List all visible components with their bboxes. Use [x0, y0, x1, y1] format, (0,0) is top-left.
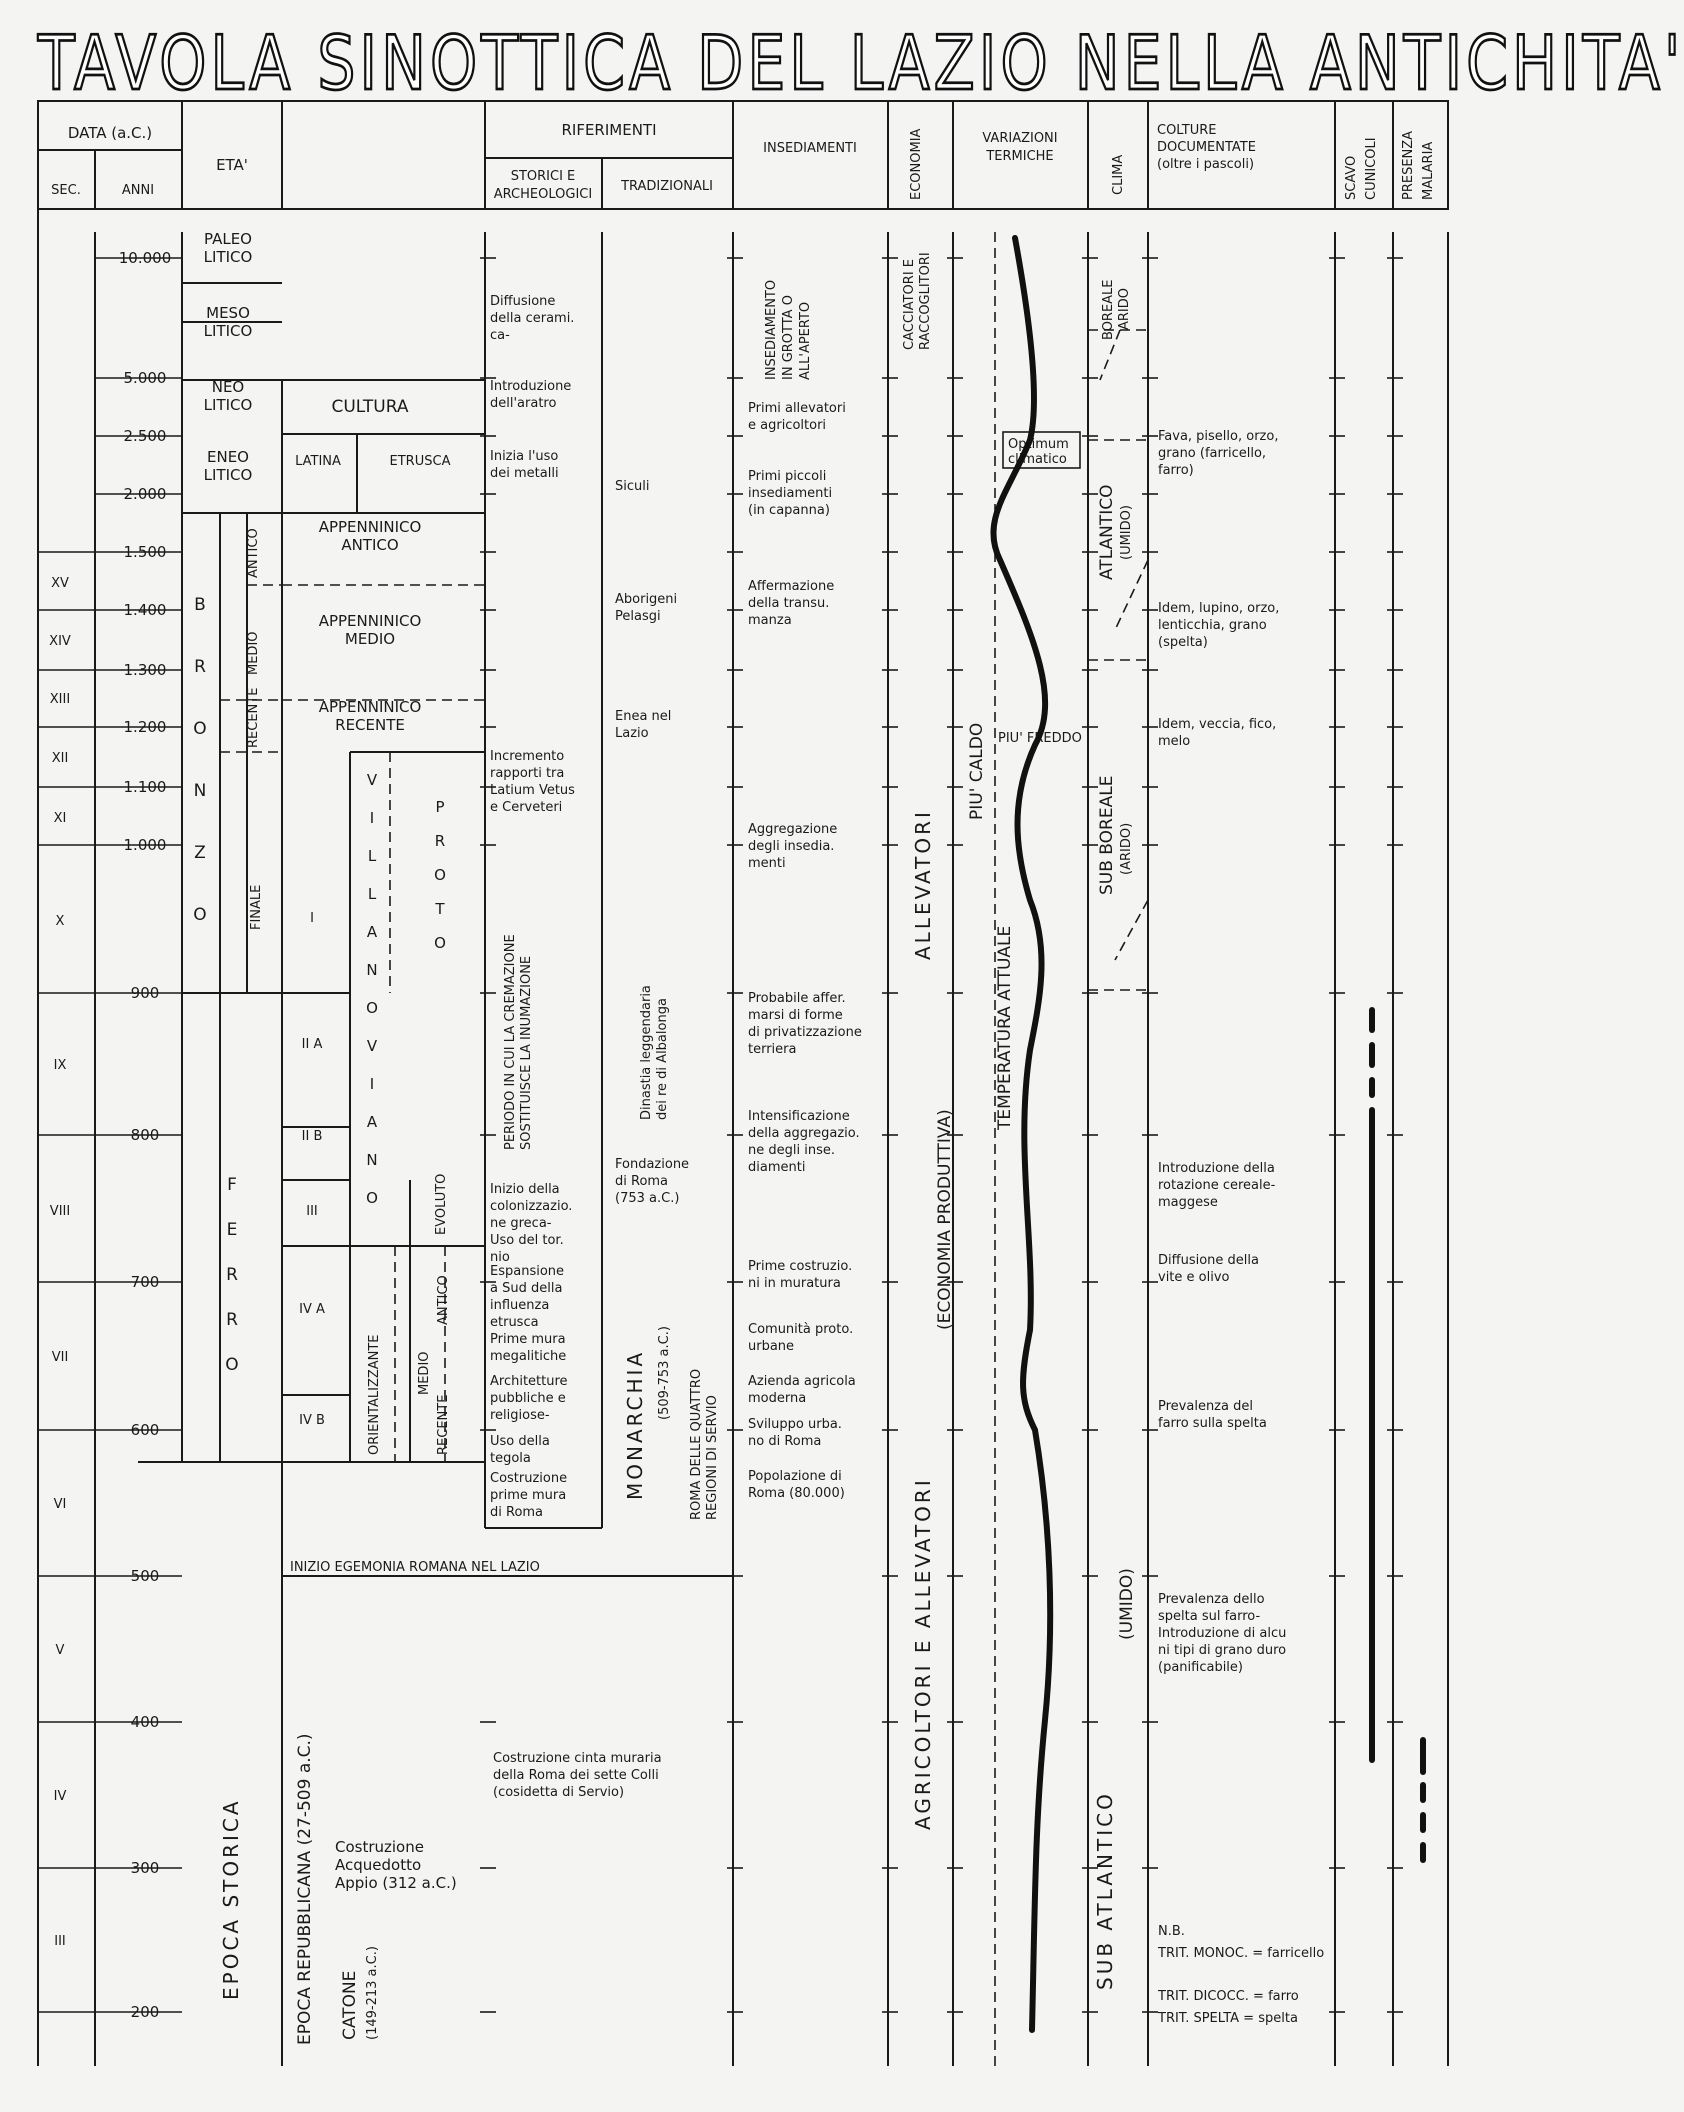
insediamento-entry: urbane: [748, 1339, 795, 1354]
header-colture: DOCUMENTATE: [1157, 140, 1256, 155]
storico-entry: a Sud della: [490, 1281, 563, 1296]
dashed-rows: [220, 232, 1148, 2066]
year-label: 400: [130, 1713, 160, 1731]
year-label: 700: [130, 1273, 160, 1291]
eta-villanoviano: N: [366, 1151, 378, 1169]
storico-entry: Incremento: [490, 749, 565, 764]
storico-entry: dei metalli: [490, 466, 559, 481]
eta-ferro: E: [226, 1220, 238, 1240]
coltura-entry: spelta sul farro-: [1158, 1609, 1261, 1624]
header-clima: CLIMA: [1111, 154, 1126, 195]
insediamento-entry: Roma (80.000): [748, 1486, 845, 1501]
century-label: XIV: [49, 634, 71, 649]
insediamento-entry: Prime costruzio.: [748, 1259, 853, 1274]
eta-appenninico-recente: APPENNINICO: [318, 698, 422, 716]
year-label: 500: [130, 1567, 160, 1585]
insediamento-entry: Aggregazione: [748, 822, 838, 837]
storico-entry: dell'aratro: [490, 396, 557, 411]
piu-caldo: PIU' CALDO: [967, 722, 987, 820]
eta-villanoviano: O: [366, 999, 378, 1017]
eta-villanoviano: O: [366, 1189, 378, 1207]
insediamento-entry: manza: [748, 613, 792, 628]
coltura-entry: N.B.: [1158, 1924, 1185, 1939]
presence-bars: [1372, 1010, 1423, 1860]
header-box: [38, 101, 1448, 209]
tradizionale-entry: Enea nel: [615, 709, 672, 724]
clima-boreale: ARIDO: [1117, 287, 1132, 330]
eta-villanoviano: I: [369, 1075, 375, 1093]
coltura-entry: farro sulla spelta: [1158, 1416, 1267, 1431]
header-colture: (oltre i pascoli): [1157, 157, 1255, 172]
eta-ferro: R: [226, 1310, 238, 1330]
eta-neolitico: LITICO: [203, 396, 253, 414]
storico-entry: Architetture: [490, 1374, 568, 1389]
year-label: 300: [130, 1859, 160, 1877]
storico-entry: Latium Vetus: [490, 783, 575, 798]
storico-entry: Costruzione: [490, 1471, 568, 1486]
header-variazioni: VARIAZIONI: [982, 131, 1058, 146]
eta-bronzo-finale: FINALE: [249, 884, 264, 930]
insediamento-entry: ni in muratura: [748, 1276, 841, 1291]
coltura-entry: Fava, pisello, orzo,: [1158, 429, 1279, 444]
eta-bronzo: B: [194, 595, 206, 615]
temperature-curve: [993, 238, 1050, 2030]
storico-entry: influenza: [490, 1298, 550, 1313]
year-label: 1.500: [123, 543, 167, 561]
page-title: TAVOLA SINOTTICA DEL LAZIO NELLA ANTICHITA': [38, 20, 1684, 108]
eta-mesolitico: MESO: [206, 304, 250, 322]
eta-paleolitico: PALEO: [204, 230, 252, 248]
eta-ferro: O: [225, 1355, 239, 1375]
coltura-entry: vite e olivo: [1158, 1270, 1230, 1285]
storico-entry: ne greca-: [490, 1216, 552, 1231]
storico-entry: tegola: [490, 1451, 531, 1466]
clima-boreale: BOREALE: [1101, 279, 1116, 340]
insediamento-entry: della transu.: [748, 596, 830, 611]
eta-villanoviano: L: [367, 847, 377, 865]
eta-antico: ANTICO: [436, 1275, 451, 1325]
eta-evoluto: EVOLUTO: [434, 1173, 449, 1235]
piu-freddo: PIU' FREDDO: [998, 731, 1082, 746]
eta-appenninico-antico: APPENNINICO: [318, 518, 422, 536]
insediamento-entry: insediamenti: [748, 486, 833, 501]
year-label: 1.100: [123, 778, 167, 796]
storico-entry: Prime mura: [490, 1332, 566, 1347]
coltura-entry: Idem, veccia, fico,: [1158, 717, 1277, 732]
insediamento-grotta: IN GROTTA O: [781, 295, 796, 380]
eta-villanoviano: A: [366, 923, 378, 941]
insediamento-entry: della aggregazio.: [748, 1126, 860, 1141]
monarchia: MONARCHIA: [623, 1349, 647, 1500]
header-riferimenti: RIFERIMENTI: [561, 121, 657, 139]
century-label: VII: [51, 1350, 69, 1365]
storico-entry: colonizzazio.: [490, 1199, 573, 1214]
eta-bronzo-medio: MEDIO: [246, 631, 261, 675]
eta-orientalizzante: ORIENTALIZZANTE: [367, 1334, 382, 1455]
eta-etrusca: ETRUSCA: [389, 454, 451, 469]
coltura-entry: rotazione cereale-: [1158, 1178, 1276, 1193]
insediamento-entry: Popolazione di: [748, 1469, 842, 1484]
eta-appenninico-medio: MEDIO: [344, 630, 396, 648]
tradizionale-entry: Siculi: [615, 479, 650, 494]
insediamento-entry: Affermazione: [748, 579, 835, 594]
header-tradizionali: TRADIZIONALI: [621, 179, 713, 194]
eta-villanoviano: A: [366, 1113, 378, 1131]
eta-proto: T: [435, 900, 445, 918]
phase-label: I: [310, 911, 314, 926]
clima-subatlantico: SUB ATLANTICO: [1093, 1791, 1117, 1990]
insediamento-entry: Probabile affer.: [748, 991, 846, 1006]
insediamento-entry: Azienda agricola: [748, 1374, 856, 1389]
storico-entry: rapporti tra: [490, 766, 565, 781]
header-scavo: SCAVO: [1344, 155, 1359, 200]
insediamento-entry: Primi allevatori: [748, 401, 846, 416]
optimum-climatico: Optimum: [1008, 437, 1069, 452]
year-label: 800: [130, 1126, 160, 1144]
dinastia: dei re di Albalonga: [655, 998, 670, 1120]
storico-entry: prime mura: [490, 1488, 567, 1503]
coltura-entry: Introduzione di alcu: [1158, 1626, 1287, 1641]
eta-villanoviano: L: [367, 885, 377, 903]
year-label: 600: [130, 1421, 160, 1439]
century-label: IX: [53, 1058, 67, 1073]
header-insediamenti: INSEDIAMENTI: [763, 141, 857, 156]
optimum-climatico: climatico: [1008, 452, 1067, 467]
periodo-cremazione: PERIODO IN CUI LA CREMAZIONE: [503, 934, 518, 1150]
year-label: 1.400: [123, 601, 167, 619]
clima-subboreale: (ARIDO): [1119, 822, 1134, 875]
axis-ticks: [38, 258, 1403, 2012]
century-label: VI: [53, 1497, 67, 1512]
quattro-regioni: ROMA DELLE QUATTRO: [689, 1368, 704, 1520]
insediamento-entry: (in capanna): [748, 503, 830, 518]
eta-villanoviano: N: [366, 961, 378, 979]
century-label: XII: [51, 751, 69, 766]
clima-atlantico: (UMIDO): [1119, 505, 1134, 560]
eta-proto: O: [434, 934, 446, 952]
coltura-entry: melo: [1158, 734, 1191, 749]
eta-appenninico-recente: RECENTE: [335, 716, 405, 734]
century-label: V: [55, 1643, 65, 1658]
coltura-entry: lenticchia, grano: [1158, 618, 1267, 633]
insediamento-entry: degli insedia.: [748, 839, 835, 854]
storico-entry: Diffusione: [490, 294, 556, 309]
periodo-cremazione: SOSTITUISCE LA INUMAZIONE: [519, 955, 534, 1150]
tradizionale-entry: Aborigeni: [615, 592, 678, 607]
year-label: 5.000: [123, 369, 167, 387]
coltura-entry: (panificabile): [1158, 1660, 1243, 1675]
eta-bronzo: Z: [194, 843, 206, 863]
phase-label: IV B: [299, 1413, 325, 1428]
eta-recente: RECENTE: [436, 1394, 451, 1455]
insediamento-entry: Primi piccoli: [748, 469, 827, 484]
insediamento-entry: marsi di forme: [748, 1008, 843, 1023]
eta-villanoviano: V: [366, 771, 378, 789]
clima-subatlantico: (UMIDO): [1117, 1568, 1137, 1640]
header-anni: ANNI: [121, 183, 155, 198]
phase-label: IV A: [299, 1302, 325, 1317]
economia-produttiva: (ECONOMIA PRODUTTIVA): [935, 1109, 955, 1330]
year-label: 900: [130, 984, 160, 1002]
century-label: III: [54, 1934, 66, 1949]
tradizionale-entry: Lazio: [615, 726, 649, 741]
eta-cultura: CULTURA: [331, 397, 409, 417]
coltura-entry: TRIT. DICOCC. = farro: [1158, 1989, 1299, 2004]
coltura-entry: farro): [1158, 463, 1194, 478]
coltura-entry: Diffusione della: [1158, 1253, 1259, 1268]
century-label: XV: [51, 576, 69, 591]
eta-villanoviano: I: [369, 809, 375, 827]
eta-ferro: R: [226, 1265, 238, 1285]
phase-label: III: [306, 1204, 318, 1219]
header-malaria: PRESENZA: [1401, 130, 1416, 200]
storico-entry: Uso del tor.: [490, 1233, 564, 1248]
insediamento-entry: e agricoltori: [748, 418, 827, 433]
storico-entry: Costruzione cinta muraria: [493, 1751, 662, 1766]
coltura-entry: Introduzione della: [1158, 1161, 1275, 1176]
century-label: X: [55, 914, 65, 929]
insediamento-entry: Intensificazione: [748, 1109, 850, 1124]
coltura-entry: maggese: [1158, 1195, 1218, 1210]
storico-entry: ca-: [490, 328, 510, 343]
eta-eneolitico: ENEO: [207, 448, 249, 466]
storico-entry: Espansione: [490, 1264, 565, 1279]
header-eta: ETA': [216, 156, 248, 174]
storico-entry: pubbliche e: [490, 1391, 566, 1406]
eta-appenninico-medio: APPENNINICO: [318, 612, 422, 630]
eta-eneolitico: LITICO: [203, 466, 253, 484]
eta-appenninico-antico: ANTICO: [341, 536, 399, 554]
eta-bronzo: N: [193, 781, 207, 801]
temperatura-attuale: TEMPERATURA ATTUALE: [995, 925, 1015, 1130]
eta-medio: MEDIO: [417, 1351, 432, 1395]
storico-entry: di Roma: [490, 1505, 544, 1520]
storico-entry: (cosidetta di Servio): [493, 1785, 625, 1800]
header-data: DATA (a.C.): [67, 124, 153, 142]
eta-latina: LATINA: [295, 454, 341, 469]
coltura-entry: (spelta): [1158, 635, 1208, 650]
year-label: 2.000: [123, 485, 167, 503]
eta-proto: O: [434, 866, 446, 884]
insediamento-entry: Comunità proto.: [748, 1322, 854, 1337]
header-scavo: CUNICOLI: [1364, 137, 1379, 200]
acquedotto-appio: Acquedotto: [335, 1856, 422, 1874]
coltura-entry: grano (farricello,: [1158, 446, 1267, 461]
coltura-entry: Idem, lupino, orzo,: [1158, 601, 1280, 616]
tradizionale-entry: di Roma: [615, 1174, 669, 1189]
dinastia: Dinastia leggendaria: [639, 985, 654, 1120]
year-label: 1.000: [123, 836, 167, 854]
eta-bronzo: O: [193, 719, 207, 739]
tradizionale-entry: Fondazione: [615, 1157, 690, 1172]
storico-entry: della cerami.: [490, 311, 575, 326]
eta-bronzo: R: [194, 657, 206, 677]
insediamento-entry: terriera: [748, 1042, 797, 1057]
phase-label: II A: [301, 1037, 323, 1052]
storico-entry: e Cerveteri: [490, 800, 563, 815]
catone: (149-213 a.C.): [365, 1946, 380, 2040]
eta-bronzo: O: [193, 905, 207, 925]
eta-egemonia: INIZIO EGEMONIA ROMANA NEL LAZIO: [290, 1560, 540, 1575]
eta-proto: P: [435, 798, 445, 816]
eta-neolitico: NEO: [211, 378, 245, 396]
insediamento-entry: menti: [748, 856, 786, 871]
century-label: VIII: [49, 1204, 71, 1219]
economia-cacciatori: RACCOGLITORI: [918, 252, 933, 350]
insediamento-grotta: INSEDIAMENTO: [764, 279, 779, 380]
header-sec: SEC.: [51, 183, 81, 198]
header-storici: STORICI E: [510, 169, 576, 184]
year-label: 2.500: [123, 427, 167, 445]
economia-allevatori: ALLEVATORI: [911, 809, 935, 960]
insediamento-grotta: ALL'APERTO: [798, 301, 813, 380]
year-label: 1.200: [123, 718, 167, 736]
storico-entry: Introduzione: [490, 379, 572, 394]
coltura-entry: Prevalenza dello: [1158, 1592, 1265, 1607]
coltura-entry: TRIT. SPELTA = spelta: [1158, 2011, 1298, 2026]
coltura-entry: Prevalenza del: [1158, 1399, 1253, 1414]
catone: CATONE: [340, 1970, 360, 2040]
header-economia: ECONOMIA: [909, 128, 924, 200]
eta-bronzo-antico: ANTICO: [246, 528, 261, 578]
acquedotto-appio: Appio (312 a.C.): [335, 1874, 457, 1892]
tradizionale-entry: (753 a.C.): [615, 1191, 680, 1206]
eta-proto: R: [434, 832, 446, 850]
eta-epoca-storica: EPOCA STORICA: [219, 1798, 243, 2000]
eta-epoca-repubblicana: EPOCA REPUBBLICANA (27-509 a.C.): [295, 1733, 315, 2045]
insediamento-entry: di privatizzazione: [748, 1025, 862, 1040]
eta-mesolitico: LITICO: [203, 322, 253, 340]
economia-cacciatori: CACCIATORI E: [902, 259, 917, 350]
storico-entry: religiose-: [490, 1408, 550, 1423]
year-label: 200: [130, 2003, 160, 2021]
century-label: XIII: [49, 692, 71, 707]
storico-entry: della Roma dei sette Colli: [493, 1768, 659, 1783]
header-malaria: MALARIA: [1421, 141, 1436, 200]
clima-subboreale: SUB BOREALE: [1097, 775, 1117, 895]
eta-ferro: F: [227, 1175, 237, 1195]
coltura-entry: ni tipi di grano duro: [1158, 1643, 1287, 1658]
storico-entry: Inizia l'uso: [490, 449, 559, 464]
eta-villanoviano: V: [366, 1037, 378, 1055]
insediamento-entry: ne degli inse.: [748, 1143, 835, 1158]
header-variazioni: TERMICHE: [986, 149, 1054, 164]
year-label: 1.300: [123, 661, 167, 679]
tradizionale-entry: Pelasgi: [615, 609, 661, 624]
storico-entry: etrusca: [490, 1315, 539, 1330]
century-label: XI: [53, 811, 67, 826]
phase-label: II B: [301, 1129, 323, 1144]
insediamento-entry: diamenti: [748, 1160, 806, 1175]
eta-bronzo-recente: RECENTE: [246, 687, 261, 748]
storico-entry: Uso della: [490, 1434, 550, 1449]
acquedotto-appio: Costruzione: [335, 1838, 424, 1856]
storico-entry: Inizio della: [490, 1182, 560, 1197]
quattro-regioni: REGIONI DI SERVIO: [705, 1395, 720, 1520]
insediamento-entry: Sviluppo urba.: [748, 1417, 842, 1432]
header-colture: COLTURE: [1157, 123, 1217, 138]
economia-agricoltori: AGRICOLTORI E ALLEVATORI: [911, 1477, 935, 1830]
text-layer: [49, 121, 1436, 2045]
coltura-entry: TRIT. MONOC. = farricello: [1158, 1946, 1325, 1961]
monarchia: (509-753 a.C.): [657, 1326, 672, 1420]
header-storici: ARCHEOLOGICI: [493, 187, 593, 202]
storico-entry: megalitiche: [490, 1349, 567, 1364]
year-label: 10.000: [118, 249, 172, 267]
clima-atlantico: ATLANTICO: [1097, 484, 1117, 580]
eta-paleolitico: LITICO: [203, 248, 253, 266]
century-label: IV: [53, 1789, 67, 1804]
storico-entry: nio: [490, 1250, 510, 1265]
insediamento-entry: no di Roma: [748, 1434, 822, 1449]
insediamento-entry: moderna: [748, 1391, 807, 1406]
